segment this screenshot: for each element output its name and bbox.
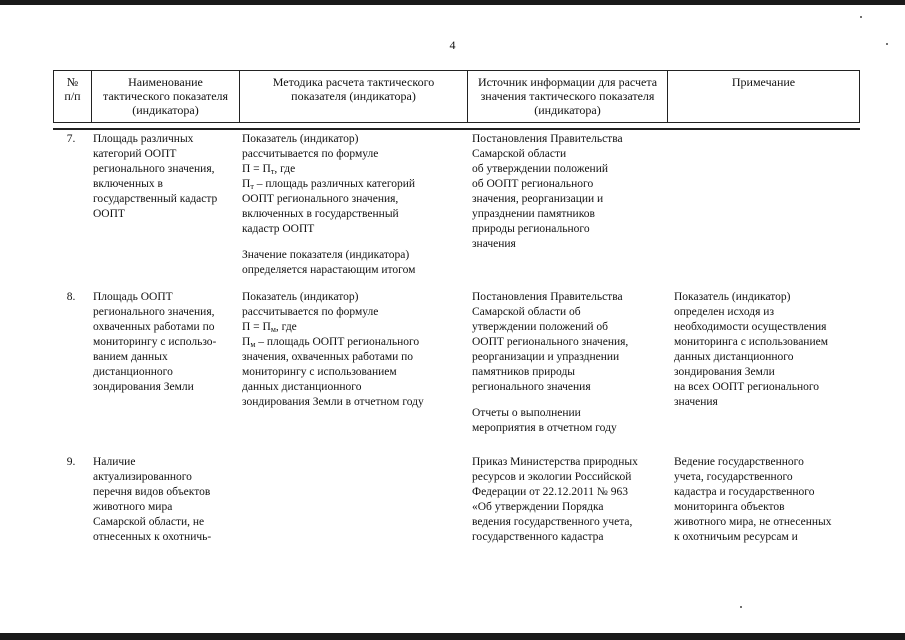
text-line: ООПТ регионального значения, <box>242 193 399 205</box>
text-line: мониторингу с использованием <box>242 366 397 378</box>
text-line: ООПТ <box>93 208 125 220</box>
text-line: включенных в <box>93 178 163 190</box>
scan-speck <box>860 16 862 18</box>
data-source <box>472 290 668 436</box>
text-line: кадастр ООПТ <box>242 223 315 235</box>
text-line: об ООПТ регионального <box>472 178 594 190</box>
header-line: тактического показателя <box>102 89 229 103</box>
text-line: значения <box>472 238 516 250</box>
text-line: Федерации от 22.12.2011 № 963 <box>472 486 628 498</box>
header-line: Примечание <box>731 75 796 89</box>
calculation-method <box>242 290 464 410</box>
text-line: Значение показателя (индикатора) <box>242 249 410 261</box>
note <box>674 455 858 545</box>
text-line: рассчитывается по формуле <box>242 306 379 318</box>
scan-speck <box>740 606 742 608</box>
header-line: (индикатора) <box>132 103 199 117</box>
text-line: ресурсов и экологии Российской <box>472 471 632 483</box>
text-line: к охотничьим ресурсам и <box>674 531 798 543</box>
text-line: данных дистанционного <box>674 351 794 363</box>
text-line: регионального значения, <box>93 306 215 318</box>
text-line: мониторинга с использованием <box>674 336 828 348</box>
text-line: животного мира, не отнесенных <box>674 516 832 528</box>
text-line: реорганизации и упразднении <box>472 351 620 363</box>
text-line: ведения государственного учета, <box>472 516 633 528</box>
table-header <box>53 70 860 123</box>
indicator-name <box>93 132 239 222</box>
text-line: регионального значения <box>472 381 591 393</box>
text-line: рассчитывается по формуле <box>242 148 379 160</box>
text-line: Постановления Правительства <box>472 133 623 145</box>
text-line: ванием данных <box>93 351 168 363</box>
header-number <box>54 71 92 123</box>
indicator-name <box>93 455 239 545</box>
text-line: данных дистанционного <box>242 381 362 393</box>
text-line: учета, государственного <box>674 471 793 483</box>
header-calculation-method <box>240 71 468 123</box>
text-line: Наличие <box>93 456 136 468</box>
row-number: 7. <box>66 133 76 145</box>
scan-top-border <box>0 0 905 5</box>
text-line: Показатель (индикатор) <box>242 291 359 303</box>
scan-bottom-border <box>0 633 905 640</box>
indicator-name <box>93 290 239 395</box>
header-line: Наименование <box>128 75 203 89</box>
row-number: 8. <box>66 291 76 303</box>
data-source <box>472 455 668 545</box>
header-line: (индикатора) <box>534 103 601 117</box>
text-line: государственный кадастр <box>93 193 218 205</box>
header-line: Методика расчета тактического <box>272 75 435 89</box>
text-line: отнесенных к охотничь- <box>93 531 212 543</box>
text-line: значения <box>674 396 718 408</box>
text-line: «Об утверждении Порядка <box>472 501 604 513</box>
text-line: утверждении положений об <box>472 321 609 333</box>
text-line: необходимости осуществления <box>674 321 827 333</box>
text-line: значения, реорганизации и <box>472 193 604 205</box>
text-line: животного мира <box>93 501 173 513</box>
text-line: Приказ Министерства природных <box>472 456 638 468</box>
formula-definition: $П_м$ – площадь ООПТ регионального <box>242 336 420 349</box>
text-line: ООПТ регионального значения, <box>472 336 629 348</box>
text-line: зондирования Земли <box>93 381 194 393</box>
text-line: Показатель (индикатор) <box>674 291 791 303</box>
data-source <box>472 132 668 252</box>
text-line: мероприятия в отчетном году <box>472 422 617 434</box>
text-line: категорий ООПТ <box>93 148 177 160</box>
text-line: охваченных работами по <box>93 321 215 333</box>
text-line: Самарской области <box>472 148 567 160</box>
text-line: Самарской области об <box>472 306 581 318</box>
text-line: включенных в государственный <box>242 208 399 220</box>
row-number: 9. <box>66 456 76 468</box>
text-line: мониторингу с использо- <box>93 336 217 348</box>
text-line: регионального значения, <box>93 163 215 175</box>
page-number: 4 <box>449 38 456 52</box>
text-line: перечня видов объектов <box>93 486 211 498</box>
text-line: Площадь ООПТ <box>93 291 173 303</box>
text-line: упразднении памятников <box>472 208 595 220</box>
header-line: Источник информации для расчета <box>477 75 658 89</box>
text-line: мониторинга объектов <box>674 501 785 513</box>
header-note <box>668 71 860 123</box>
text-line: зондирования Земли <box>674 366 775 378</box>
calculation-method <box>242 132 464 278</box>
header-line: показателя (индикатора) <box>291 89 416 103</box>
header-bottom-rule <box>53 128 860 130</box>
text-line: Самарской области, не <box>93 516 205 528</box>
formula: $П = П_т$, где <box>242 163 296 176</box>
header-indicator-name <box>92 71 240 123</box>
text-line: Отчеты о выполнении <box>472 407 581 419</box>
header-line: значения тактического показателя <box>480 89 655 103</box>
text-line: зондирования Земли в отчетном году <box>242 396 424 408</box>
text-line: природы регионального <box>472 223 590 235</box>
text-line: на всех ООПТ регионального <box>674 381 820 393</box>
text-line: определяется нарастающим итогом <box>242 264 416 276</box>
text-line: государственного кадастра <box>472 531 604 543</box>
text-line: значения, охваченных работами по <box>242 351 414 363</box>
text-line: Показатель (индикатор) <box>242 133 359 145</box>
text-line: Ведение государственного <box>674 456 804 468</box>
text-line: Постановления Правительства <box>472 291 623 303</box>
text-line: об утверждении положений <box>472 163 609 175</box>
text-line: дистанционного <box>93 366 173 378</box>
text-line: кадастра и государственного <box>674 486 815 498</box>
header-line: № <box>66 75 79 89</box>
text-line: определен исходя из <box>674 306 774 318</box>
text-line: актуализированного <box>93 471 192 483</box>
header-data-source <box>468 71 668 123</box>
header-line: п/п <box>64 89 81 103</box>
text-line: памятников природы <box>472 366 576 378</box>
note <box>674 290 858 410</box>
text-line: Площадь различных <box>93 133 194 145</box>
formula: $П = П_м$, где <box>242 321 297 334</box>
formula-definition: $П_т$ – площадь различных категорий <box>242 178 416 191</box>
